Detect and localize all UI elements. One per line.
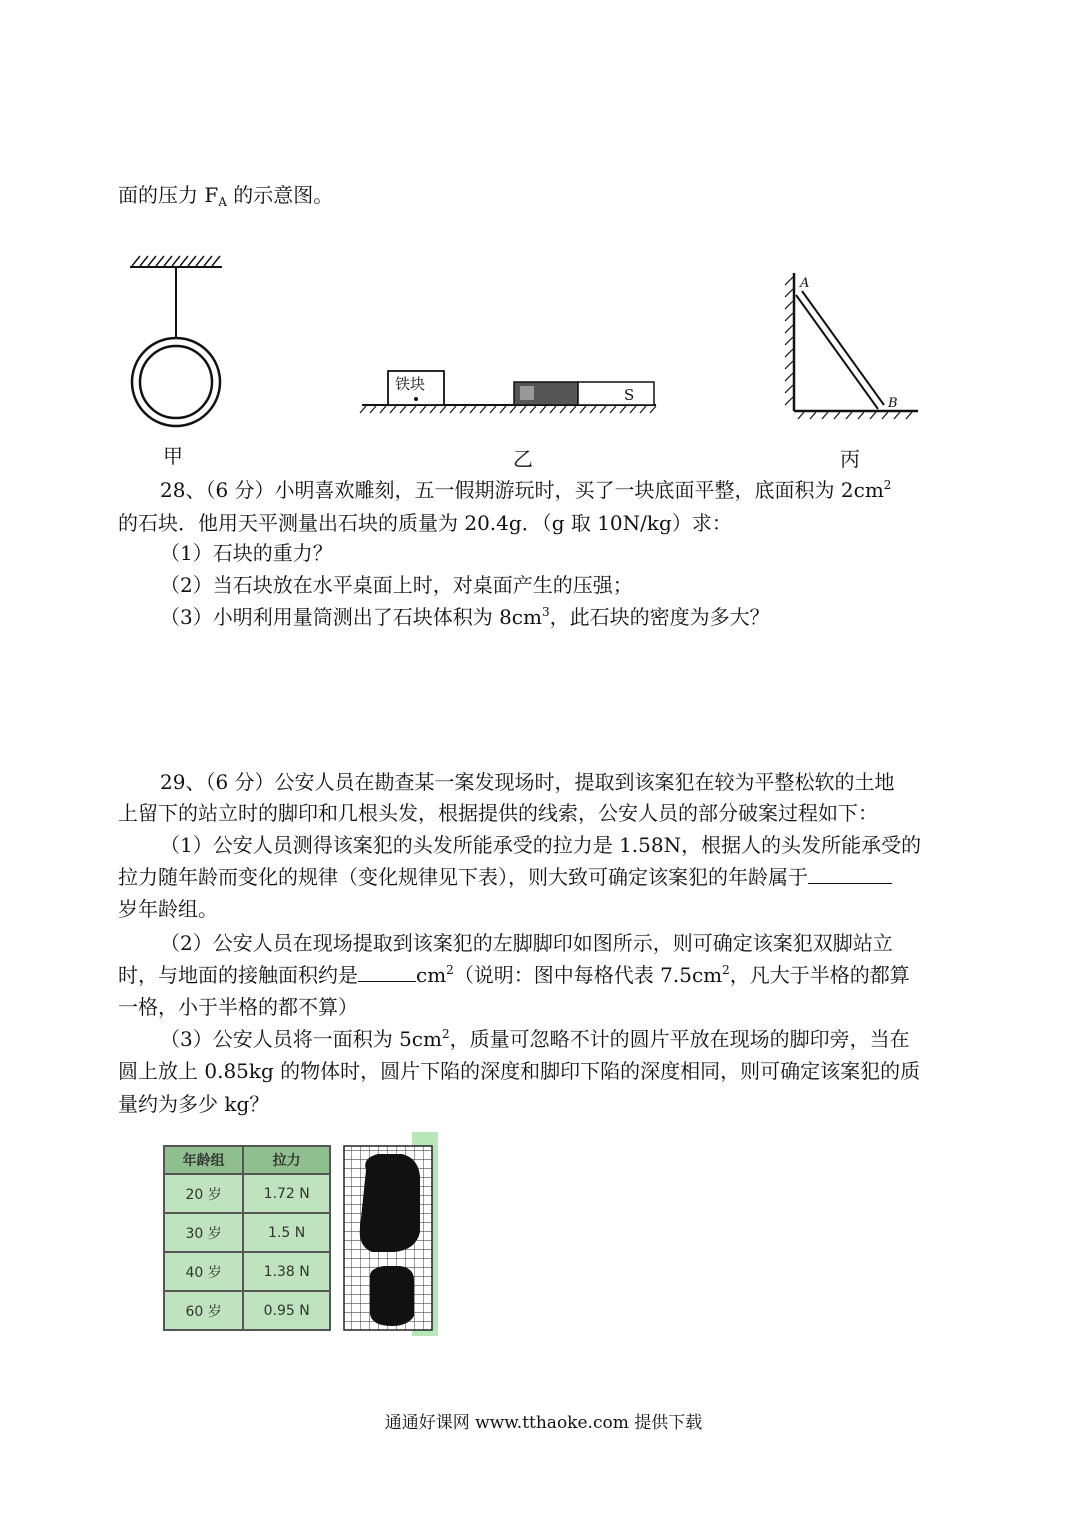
intro-text: 面的压力 F	[118, 183, 219, 207]
age-force-table	[163, 1145, 331, 1331]
q28-line1-text: 28、（6 分）小明喜欢雕刻，五一假期游玩时，买了一块底面平整，底面积为 2cm	[160, 478, 884, 502]
q29-p3-text-end: ，质量可忽略不计的圆片平放在现场的脚印旁，当在	[449, 1027, 910, 1051]
q29-p1-line1: （1）公安人员测得该案犯的头发所能承受的拉力是 1.58N，根据人的头发所能承受的	[160, 833, 922, 857]
figure-label-yi: 乙	[513, 447, 533, 471]
table-cell: 0.95 N	[243, 1291, 330, 1330]
figure-label-jia: 甲	[163, 444, 183, 468]
q28-part1: （1）石块的重力？	[160, 541, 333, 565]
figure-label-bing: 丙	[840, 447, 860, 471]
q29-p1-line2-text: 拉力随年龄而变化的规律（变化规律见下表），则大致可确定该案犯的年龄属于	[118, 865, 808, 889]
figure-jia-hanging-ring	[120, 250, 230, 430]
table-row	[164, 1252, 330, 1291]
q28-part3-sup: 3	[541, 605, 550, 619]
q28-line2: 的石块．他用天平测量出石块的质量为 20.4g．（g 取 10N/kg）求：	[118, 511, 732, 535]
iron-block-label: 铁块	[395, 375, 426, 393]
q29-p2-note-end: ，凡大于半格的都算	[729, 963, 910, 987]
table-row	[164, 1291, 330, 1330]
q28-part2: （2）当石块放在水平桌面上时，对桌面产生的压强；	[160, 573, 633, 597]
table-row	[164, 1174, 330, 1213]
table-cell: 1.5 N	[243, 1213, 330, 1252]
table-cell: 1.72 N	[243, 1174, 330, 1213]
q29-line2: 上留下的站立时的脚印和几根头发，根据提供的线索，公安人员的部分破案过程如下：	[118, 801, 878, 825]
q29-p3-sup: 2	[441, 1027, 450, 1041]
q29-p2-sup2: 2	[722, 963, 730, 977]
footprint-toe-shape	[360, 1154, 420, 1252]
figure-yi-block-and-magnet	[360, 365, 660, 425]
magnet-s-label: S	[624, 386, 635, 404]
q29-p2-line1: （2）公安人员在现场提取到该案犯的左脚脚印如图所示，则可确定该案犯双脚站立	[160, 931, 893, 955]
table-row	[164, 1213, 330, 1252]
q29-p1-line3: 岁年龄组。	[118, 897, 218, 921]
q29-p2-note: （说明：图中每格代表 7.5cm	[453, 963, 723, 987]
table-cell: 40 岁	[164, 1252, 243, 1291]
intro-subscript: A	[218, 195, 227, 209]
footprint-heel-shape	[370, 1266, 414, 1326]
q29-p3-line3: 量约为多少 kg？	[118, 1092, 270, 1116]
intro-text-end: 的示意图。	[226, 183, 334, 207]
q29-p3-text: （3）公安人员将一面积为 5cm	[160, 1027, 442, 1051]
q28-part3-text: （3）小明利用量筒测出了石块体积为 8cm	[160, 605, 542, 629]
point-b-label: B	[888, 396, 898, 411]
q29-p2-line2-text: 时，与地面的接触面积约是	[118, 963, 358, 987]
footprint-grid-image	[342, 1132, 440, 1336]
age-group-blank[interactable]	[808, 863, 892, 884]
table-cell: 60 岁	[164, 1291, 243, 1330]
q29-p3-line1	[160, 1025, 910, 1053]
q28-line1	[160, 476, 891, 504]
q29-p2-line2	[118, 961, 910, 989]
q29-line1: 29、（6 分）公安人员在勘查某一案发现场时，提取到该案犯在较为平整松软的土地	[160, 770, 895, 794]
q29-p2-unit: cm	[416, 963, 447, 987]
page-footer: 通通好课网 www.tthaoke.com 提供下载	[384, 1413, 703, 1433]
q28-line1-sup: 2	[883, 478, 892, 492]
q29-p1-line2	[118, 863, 892, 891]
table-header-row	[164, 1146, 330, 1174]
q29-p3-line2: 圆上放上 0.85kg 的物体时，圆片下陷的深度和脚印下陷的深度相同，则可确定该案犯的质	[118, 1059, 921, 1083]
q28-part3-text-end: ，此石块的密度为多大？	[549, 605, 770, 629]
contact-area-blank[interactable]	[358, 961, 416, 982]
table-cell: 1.38 N	[243, 1252, 330, 1291]
point-a-label: A	[800, 276, 810, 291]
table-header-force: 拉力	[243, 1146, 330, 1174]
table-cell: 30 岁	[164, 1213, 243, 1252]
figure-bing-leaning-rod	[780, 265, 930, 425]
q28-part3	[160, 603, 770, 631]
intro-line	[118, 181, 333, 209]
table-header-age: 年龄组	[164, 1146, 243, 1174]
q29-p2-line3: 一格，小于半格的都不算）	[118, 995, 358, 1019]
table-cell: 20 岁	[164, 1174, 243, 1213]
q29-p2-sup1: 2	[446, 963, 454, 977]
